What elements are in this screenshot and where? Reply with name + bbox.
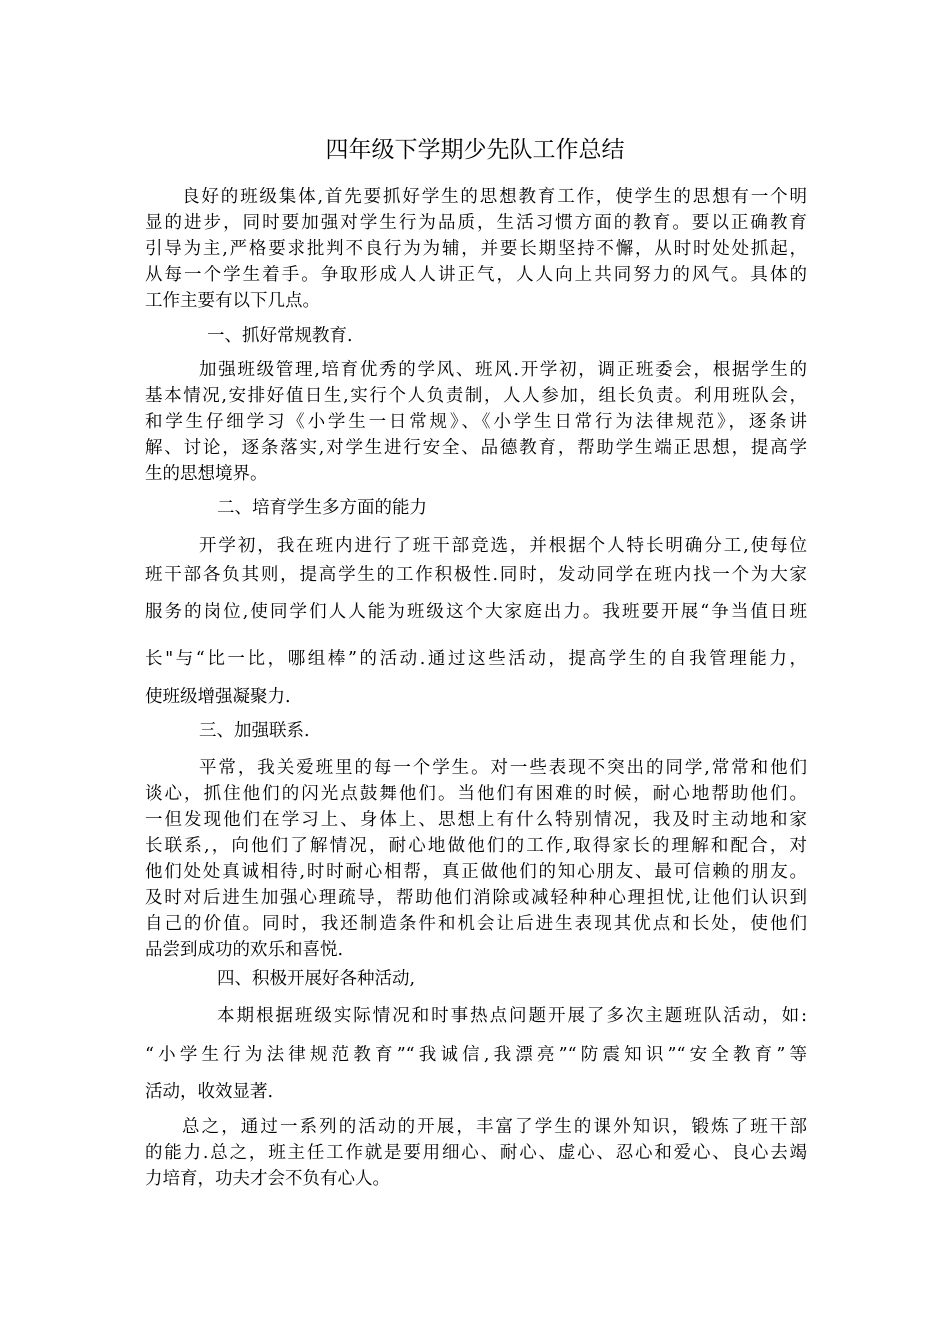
text-line: 引导为主,严格要求批判不良行为为辅，并要长期坚持不懈，从时时处处抓起， [145, 239, 807, 259]
document-title: 四年级下学期少先队工作总结 [325, 137, 625, 163]
text-line: 显的进步，同时要加强对学生行为品质，生活习惯方面的教育。要以正确教育 [145, 213, 807, 233]
text-line: 长"与“比一比，哪组棒”的活动.通过这些活动，提高学生的自我管理能力， [145, 649, 807, 669]
section-heading-2: 二、培育学生多方面的能力 [217, 498, 427, 518]
text-line: 他们处处真诚相待,时时耐心相帮，真正做他们的知心朋友、最可信赖的朋友。 [145, 862, 807, 882]
section-heading-1: 一、抓好常规教育. [207, 326, 353, 346]
text-line: 开学初，我在班内进行了班干部竞选，并根据个人特长明确分工,使每位 [199, 536, 807, 556]
text-line: 本期根据班级实际情况和时事热点问题开展了多次主题班队活动，如: [217, 1006, 807, 1026]
section-1-paragraph [145, 357, 807, 487]
text-line: 基本情况,安排好值日生,实行个人负责制，人人参加，组长负责。利用班队会， [145, 386, 807, 406]
text-line: 活动，收效显著. [145, 1082, 274, 1102]
text-line: 谈心，抓住他们的闪光点鼓舞他们。当他们有困难的时候，耐心地帮助他们。 [145, 784, 807, 804]
text-line: 从每一个学生着手。争取形成人人讲正气，人人向上共同努力的风气。具体的 [145, 265, 807, 285]
text-line: 生的思想境界。 [145, 464, 268, 484]
text-line: 自己的价值。同时，我还制造条件和机会让后进生表现其优点和长处，使他们 [145, 914, 807, 934]
text-line: 使班级增强凝聚力. [145, 687, 291, 707]
intro-paragraph [145, 184, 807, 314]
text-line: 服务的岗位,使同学们人人能为班级这个大家庭出力。我班要开展“争当值日班 [145, 602, 807, 622]
text-line: “小学生行为法律规范教育”“我诚信,我漂亮”“防震知识”“安全教育”等 [145, 1045, 807, 1065]
text-line: 加强班级管理,培育优秀的学风、班风.开学初，调正班委会，根据学生的 [199, 360, 807, 380]
text-line: 和学生仔细学习《小学生一日常规》、《小学生日常行为法律规范》，逐条讲 [145, 412, 807, 432]
section-4-paragraph [145, 1002, 807, 1107]
text-line: 品尝到成功的欢乐和喜悦. [145, 940, 344, 960]
text-line: 平常，我关爱班里的每一个学生。对一些表现不突出的同学,常常和他们 [199, 758, 807, 778]
text-line: 及时对后进生加强心理疏导，帮助他们消除或减轻种种心理担忧,让他们认识到 [145, 888, 807, 908]
text-line: 班干部各负其则，提高学生的工作积极性.同时，发动同学在班内找一个为大家 [145, 565, 807, 585]
text-line: 工作主要有以下几点。 [145, 291, 320, 311]
section-2-paragraph [145, 532, 807, 712]
text-line: 一但发现他们在学习上、身体上、思想上有什么特别情况，我及时主动地和家 [145, 810, 807, 830]
section-3-paragraph [145, 755, 807, 963]
text-line: 力培育，功夫才会不负有心人。 [145, 1169, 390, 1189]
text-line: 长联系,，向他们了解情况，耐心地做他们的工作,取得家长的理解和配合，对 [145, 836, 807, 856]
text-line: 解、讨论，逐条落实,对学生进行安全、品德教育，帮助学生端正思想，提高学 [145, 438, 807, 458]
section-heading-3: 三、加强联系. [199, 721, 310, 741]
text-line: 的能力.总之，班主任工作就是要用细心、耐心、虚心、忍心和爱心、良心去竭 [145, 1143, 807, 1163]
section-heading-4: 四、积极开展好各种活动, [217, 969, 416, 989]
text-line: 总之，通过一系列的活动的开展，丰富了学生的课外知识，锻炼了班干部 [182, 1117, 807, 1137]
conclusion-paragraph [145, 1114, 807, 1192]
text-line: 良好的班级集体,首先要抓好学生的思想教育工作，使学生的思想有一个明 [182, 187, 807, 207]
